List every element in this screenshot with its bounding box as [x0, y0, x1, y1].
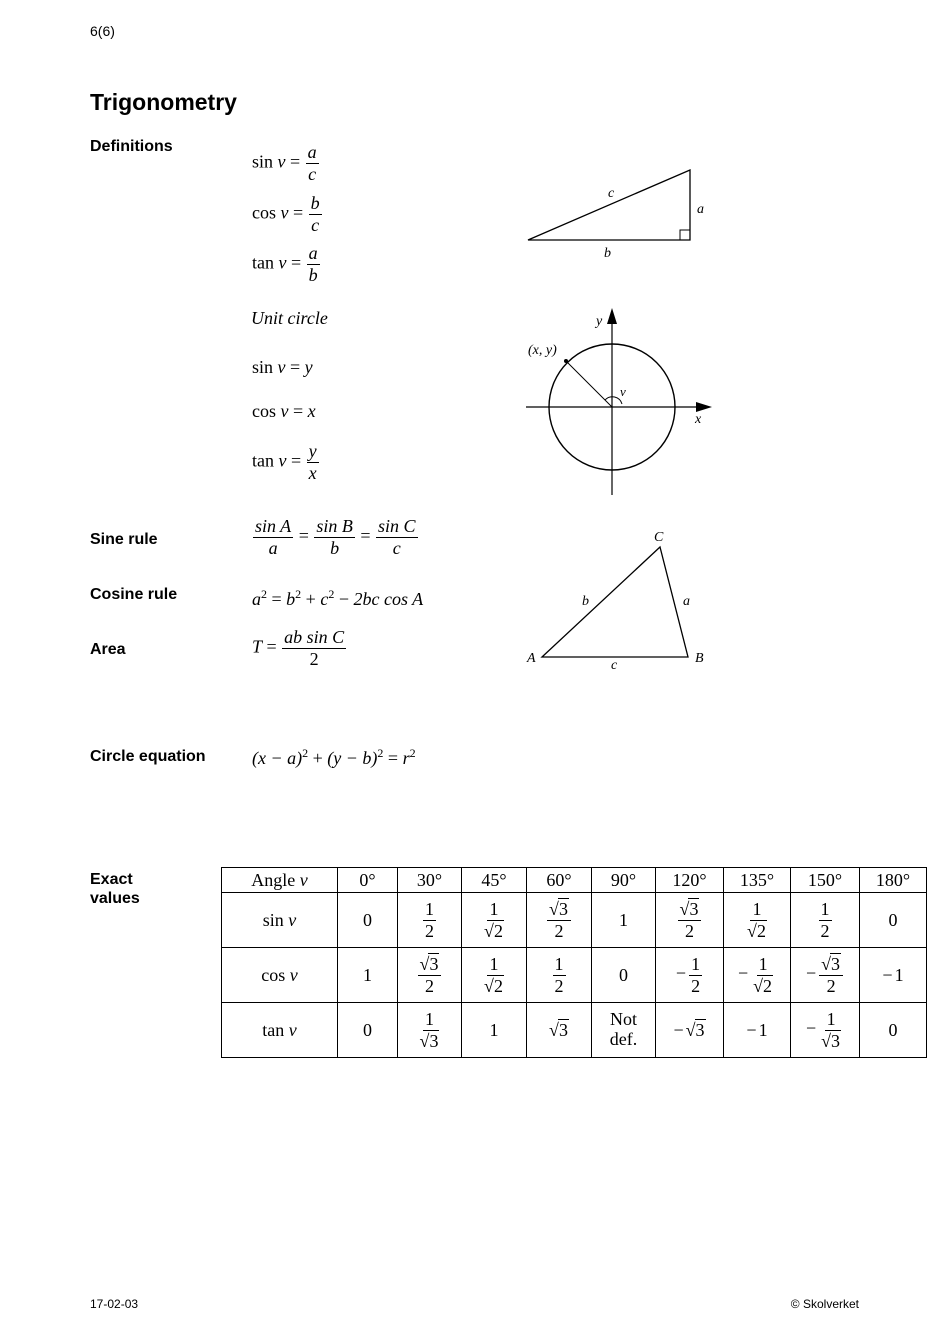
table-cell: − $\frac{1}{√2}$ — [724, 948, 791, 1003]
table-cell: 1 — [338, 948, 398, 1003]
header-angle-value: 30° — [398, 868, 462, 893]
table-cell: − $\frac{1}{2}$ — [656, 948, 724, 1003]
circle-equation-label: Circle equation — [90, 748, 206, 765]
table-row-cos — [222, 948, 927, 1003]
tan-definition: tan v = $\frac{a}{b}$ — [252, 243, 318, 285]
header-angle-value: 90° — [592, 868, 656, 893]
table-cell: $\frac{1}{√2}$ — [462, 893, 527, 948]
table-cell: 0 — [860, 893, 927, 948]
unit-cos: cos v = x — [252, 401, 316, 421]
side-b-label: b — [582, 594, 589, 609]
page-title: Trigonometry — [90, 89, 237, 115]
table-cell: 0 — [860, 1003, 927, 1058]
row-label: sin v — [222, 893, 338, 948]
table-cell: $\frac{1}{√2}$ — [462, 948, 527, 1003]
header-angle-value: 150° — [791, 868, 860, 893]
table-cell: Not def. — [592, 1003, 656, 1058]
table-cell: − 1 — [724, 1003, 791, 1058]
area-label: Area — [90, 641, 126, 658]
table-cell: − $\frac{1}{√3}$ — [791, 1003, 860, 1058]
table-cell: $\frac{√3}{2}$ — [656, 893, 724, 948]
row-label: cos v — [222, 948, 338, 1003]
table-cell: 0 — [592, 948, 656, 1003]
cosine-rule-label: Cosine rule — [90, 586, 178, 603]
table-cell: 0 — [338, 1003, 398, 1058]
table-cell: 1 — [592, 893, 656, 948]
side-c-label: c — [611, 658, 618, 673]
header-angle-value: 45° — [462, 868, 527, 893]
table-cell: − 1 — [860, 948, 927, 1003]
header-angle-value: 0° — [338, 868, 398, 893]
cos-definition: cos v = $\frac{b}{c}$ — [252, 193, 320, 235]
sin-definition: sin v = $\frac{a}{c}$ — [252, 142, 317, 184]
table-cell: − $\frac{√3}{2}$ — [791, 948, 860, 1003]
table-cell: $\frac{√3}{2}$ — [527, 893, 592, 948]
header-angle-value: 60° — [527, 868, 592, 893]
header-angle: Angle v — [222, 868, 338, 893]
adjacent-label: b — [604, 246, 611, 261]
sine-rule-formula: $\frac{\text{sin A}}{a}$ = $\frac{\text{sin B}}{b}$ = $\frac{\text{sin C}}{c}$ — [255, 516, 416, 558]
table-header-row — [222, 868, 927, 893]
footer-date: 17-02-03 — [90, 1297, 139, 1311]
exact-values-table — [221, 867, 927, 1058]
general-triangle-diagram — [520, 525, 720, 675]
exact-values-label: Exact values — [90, 871, 140, 907]
unit-tan: tan v = $\frac{y}{x}$ — [252, 441, 317, 483]
table-cell: $\frac{1}{√2}$ — [724, 893, 791, 948]
point-label: (x, y) — [528, 343, 557, 358]
table-cell: $\frac{1}{√3}$ — [398, 1003, 462, 1058]
table-row-tan — [222, 1003, 927, 1058]
vertex-a-label: A — [527, 651, 536, 666]
circle-equation-formula: $(x - a)^2 + (y - b)^2 = r^2$ — [252, 746, 416, 768]
table-cell: $\frac{√3}{2}$ — [398, 948, 462, 1003]
vertex-c-label: C — [654, 530, 664, 545]
sine-rule-label: Sine rule — [90, 531, 158, 548]
unit-circle-diagram — [520, 305, 720, 500]
footer-copyright: © Skolverket — [790, 1297, 859, 1311]
opposite-label: a — [697, 202, 704, 217]
table-cell: $\frac{1}{2}$ — [791, 893, 860, 948]
unit-sin: sin v = y — [252, 357, 313, 377]
unit-circle-heading: Unit circle — [251, 308, 328, 328]
right-triangle-diagram — [520, 160, 720, 270]
table-cell: 0 — [338, 893, 398, 948]
header-angle-value: 120° — [656, 868, 724, 893]
vertex-b-label: B — [695, 651, 704, 666]
header-angle-value: 180° — [860, 868, 927, 893]
table-cell: √3 — [527, 1003, 592, 1058]
side-a-label: a — [683, 594, 690, 609]
page-number: 6(6) — [90, 23, 115, 39]
table-cell: 1 — [462, 1003, 527, 1058]
x-axis-label: x — [695, 412, 702, 427]
angle-label: v — [620, 384, 626, 399]
y-axis-label: y — [596, 314, 603, 329]
header-angle-value: 135° — [724, 868, 791, 893]
area-formula: T = $\frac{\text{ab sin C}}{2}$ — [252, 627, 345, 669]
table-cell: $\frac{1}{2}$ — [398, 893, 462, 948]
hypotenuse-label: c — [608, 186, 615, 201]
table-cell: − √3 — [656, 1003, 724, 1058]
table-cell: $\frac{1}{2}$ — [527, 948, 592, 1003]
cosine-rule-formula: $a^2 = b^2 + c^2 - 2bc$ cos A — [252, 587, 424, 609]
definitions-label: Definitions — [90, 138, 173, 155]
table-row-sin — [222, 893, 927, 948]
row-label: tan v — [222, 1003, 338, 1058]
